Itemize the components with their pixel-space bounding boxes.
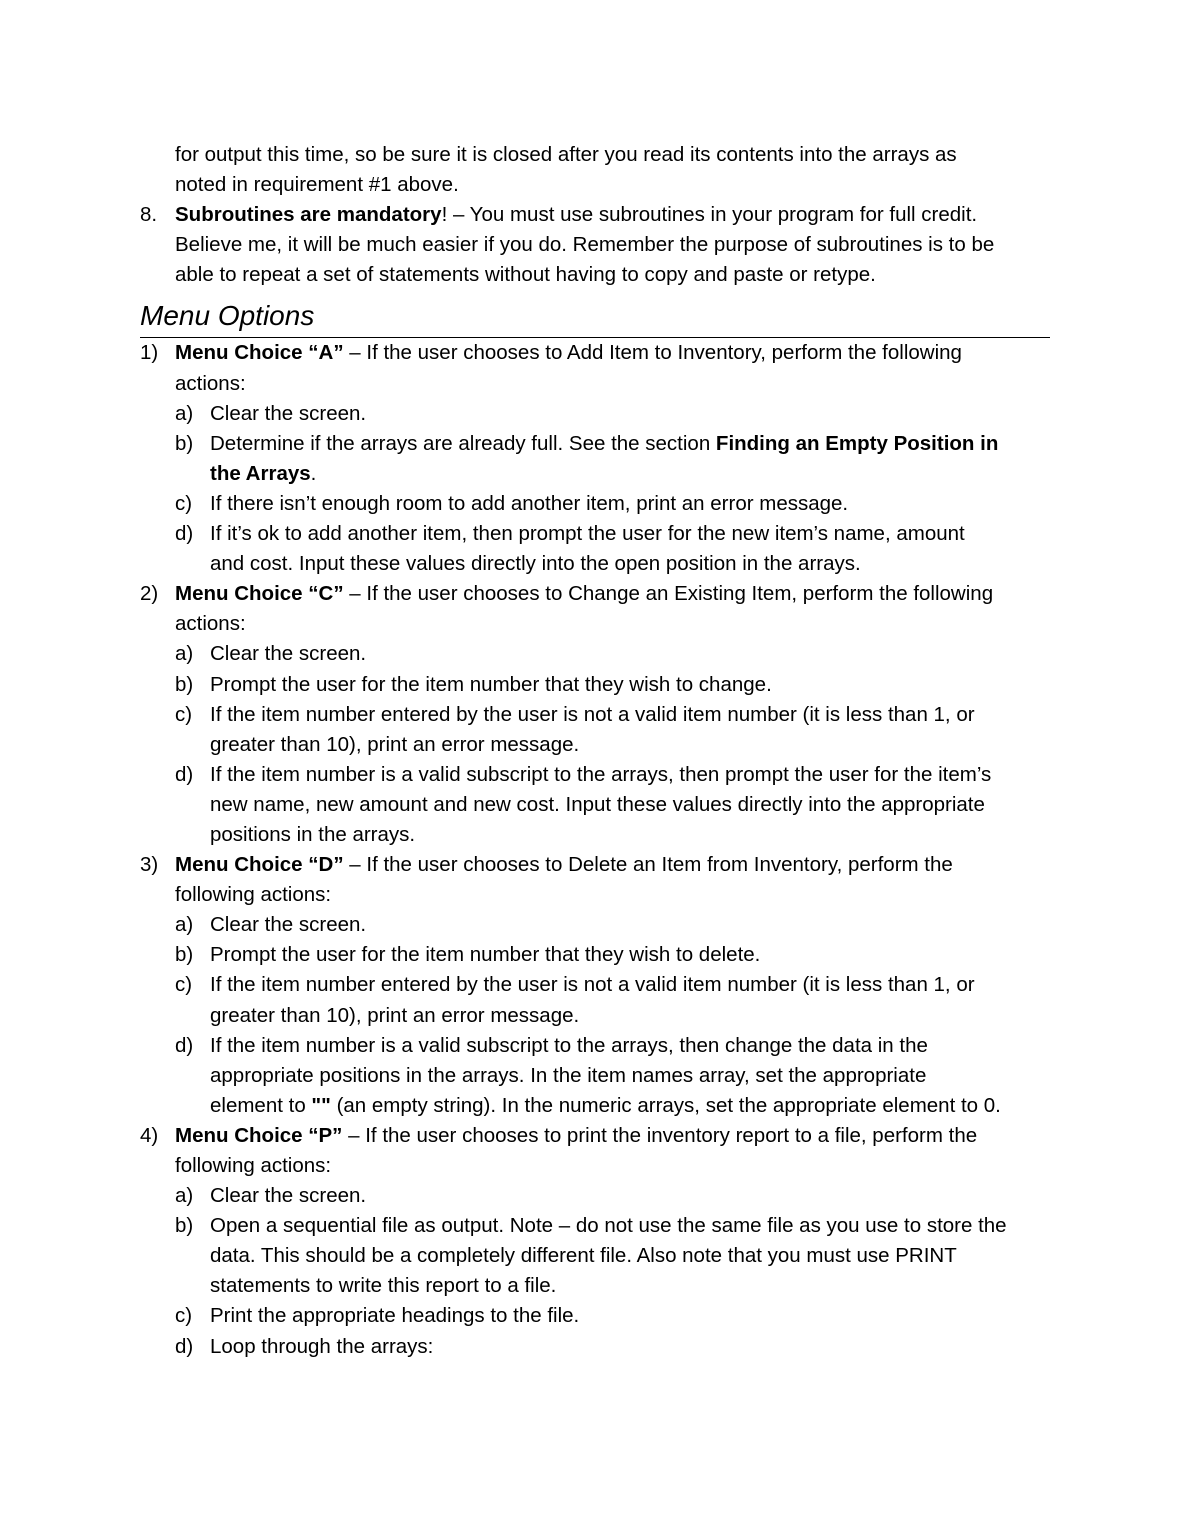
sub-item <box>140 940 1050 970</box>
text-line: for output this time, so be sure it is closed after you read its contents into the arrays as <box>175 143 957 166</box>
menu-choice-a <box>140 338 1050 398</box>
list-number: 2) <box>140 582 159 606</box>
text-line: statements to write this report to a file. <box>210 1274 557 1298</box>
sub-letter: c) <box>175 973 193 997</box>
bold-text: Menu Choice “C” <box>175 582 344 606</box>
bold-text: "" <box>311 1093 331 1117</box>
sub-item <box>140 519 1050 579</box>
text-line: noted in requirement #1 above. <box>175 173 459 197</box>
list-number: 1) <box>140 341 159 365</box>
sub-letter: d) <box>175 522 194 546</box>
text-run: – If the user chooses to print the inventory report to a file, perform the <box>342 1123 978 1147</box>
section-heading: Menu Options <box>140 297 1050 338</box>
sub-letter: b) <box>175 431 194 455</box>
text-line: positions in the arrays. <box>210 822 416 846</box>
text-run: (an empty string). In the numeric arrays, set the appropriate element to 0. <box>330 1093 1001 1117</box>
list-number: 4) <box>140 1123 159 1147</box>
list-number: 3) <box>140 853 159 877</box>
sub-letter: a) <box>175 913 194 937</box>
sub-item <box>140 1031 1050 1121</box>
text-line: actions: <box>175 612 246 636</box>
text-line: greater than 10), print an error message. <box>210 732 580 756</box>
text-line: If the item number entered by the user is not a valid item number (it is less than 1, or <box>210 702 975 726</box>
text-line: appropriate positions in the arrays. In the item names array, set the appropriate <box>210 1063 927 1087</box>
text-line: If the item number entered by the user is not a valid item number (it is less than 1, or <box>210 973 975 997</box>
text-line: following actions: <box>175 883 332 907</box>
text-line <box>210 459 1050 489</box>
text-line: Clear the screen. <box>210 913 367 937</box>
sub-item <box>140 1181 1050 1211</box>
sub-item <box>140 399 1050 429</box>
text-line <box>175 579 1050 609</box>
sub-letter: d) <box>175 1334 194 1358</box>
sub-letter: b) <box>175 943 194 967</box>
text-run: ! – You must use subroutines in your program for full credit. <box>441 203 978 227</box>
intro-paragraph <box>140 140 1050 200</box>
sub-letter: d) <box>175 1033 194 1057</box>
sub-letter: c) <box>175 702 193 726</box>
sub-letter: d) <box>175 762 194 786</box>
sub-item <box>140 760 1050 850</box>
text-line: Clear the screen. <box>210 1184 367 1208</box>
text-line: data. This should be a completely different file. Also note that you must use PRINT <box>210 1244 957 1268</box>
text-line <box>210 429 1050 459</box>
sub-letter: a) <box>175 642 194 666</box>
text-line: actions: <box>175 371 246 395</box>
text-line: Prompt the user for the item number that they wish to delete. <box>210 943 761 967</box>
requirement-8 <box>140 200 1050 290</box>
list-number: 8. <box>140 203 158 227</box>
text-run: – If the user chooses to Delete an Item from Inventory, perform the <box>343 853 953 877</box>
text-run: Determine if the arrays are already full. See the section <box>210 431 716 455</box>
text-line: If the item number is a valid subscript to the arrays, then prompt the user for the item’s <box>210 762 992 786</box>
text-line <box>175 200 1050 230</box>
menu-choice-c <box>140 579 1050 639</box>
bold-text: Menu Choice “D” <box>175 853 344 877</box>
text-line <box>210 1091 1050 1121</box>
text-line: If there isn’t enough room to add another item, print an error message. <box>210 491 849 515</box>
text-line: Print the appropriate headings to the file. <box>210 1304 580 1328</box>
bold-text: Menu Choice “P” <box>175 1123 343 1147</box>
text-run: . <box>310 461 317 485</box>
sub-item <box>140 1211 1050 1301</box>
text-line <box>175 1121 1050 1151</box>
text-line: If the item number is a valid subscript to the arrays, then change the data in the <box>210 1033 928 1057</box>
text-line: Believe me, it will be much easier if you do. Remember the purpose of subroutines is to be <box>175 233 995 257</box>
bold-text: Finding an Empty Position in <box>715 431 999 455</box>
menu-choice-d <box>140 850 1050 910</box>
text-line: greater than 10), print an error message. <box>210 1003 580 1027</box>
text-line: If it’s ok to add another item, then prompt the user for the new item’s name, amount <box>210 522 965 546</box>
page-content <box>140 140 1050 1362</box>
text-run: – If the user chooses to Change an Existing Item, perform the following <box>343 582 994 606</box>
text-line <box>175 850 1050 880</box>
sub-item <box>140 970 1050 1030</box>
bold-text: the Arrays <box>210 461 311 485</box>
bold-text: Subroutines are mandatory <box>175 203 442 227</box>
text-line: following actions: <box>175 1154 332 1177</box>
bold-text: Menu Choice “A” <box>175 341 344 365</box>
sub-item <box>140 700 1050 760</box>
sub-letter: a) <box>175 1184 194 1208</box>
text-line: new name, new amount and new cost. Input these values directly into the appropriate <box>210 792 985 816</box>
sub-letter: b) <box>175 1214 194 1238</box>
sub-item <box>140 670 1050 700</box>
text-line: Clear the screen. <box>210 401 367 425</box>
sub-item <box>140 910 1050 940</box>
text-line: Clear the screen. <box>210 642 367 666</box>
sub-item <box>140 1332 1050 1362</box>
text-line: Open a sequential file as output. Note – do not use the same file as you use to store the <box>210 1214 1007 1238</box>
text-run: element to <box>210 1093 312 1117</box>
text-line: Prompt the user for the item number that they wish to change. <box>210 672 772 696</box>
text-line: Loop through the arrays: <box>210 1334 434 1358</box>
text-line: and cost. Input these values directly into the open position in the arrays. <box>210 552 861 576</box>
sub-letter: c) <box>175 491 193 515</box>
text-run: – If the user chooses to Add Item to Inventory, perform the following <box>343 341 962 365</box>
text-line: able to repeat a set of statements without having to copy and paste or retype. <box>175 263 876 287</box>
sub-item <box>140 429 1050 489</box>
text-line <box>175 338 1050 368</box>
sub-item <box>140 1301 1050 1331</box>
sub-item <box>140 489 1050 519</box>
sub-letter: b) <box>175 672 194 696</box>
sub-letter: c) <box>175 1304 193 1328</box>
sub-letter: a) <box>175 401 194 425</box>
sub-item <box>140 639 1050 669</box>
menu-choice-p <box>140 1121 1050 1181</box>
